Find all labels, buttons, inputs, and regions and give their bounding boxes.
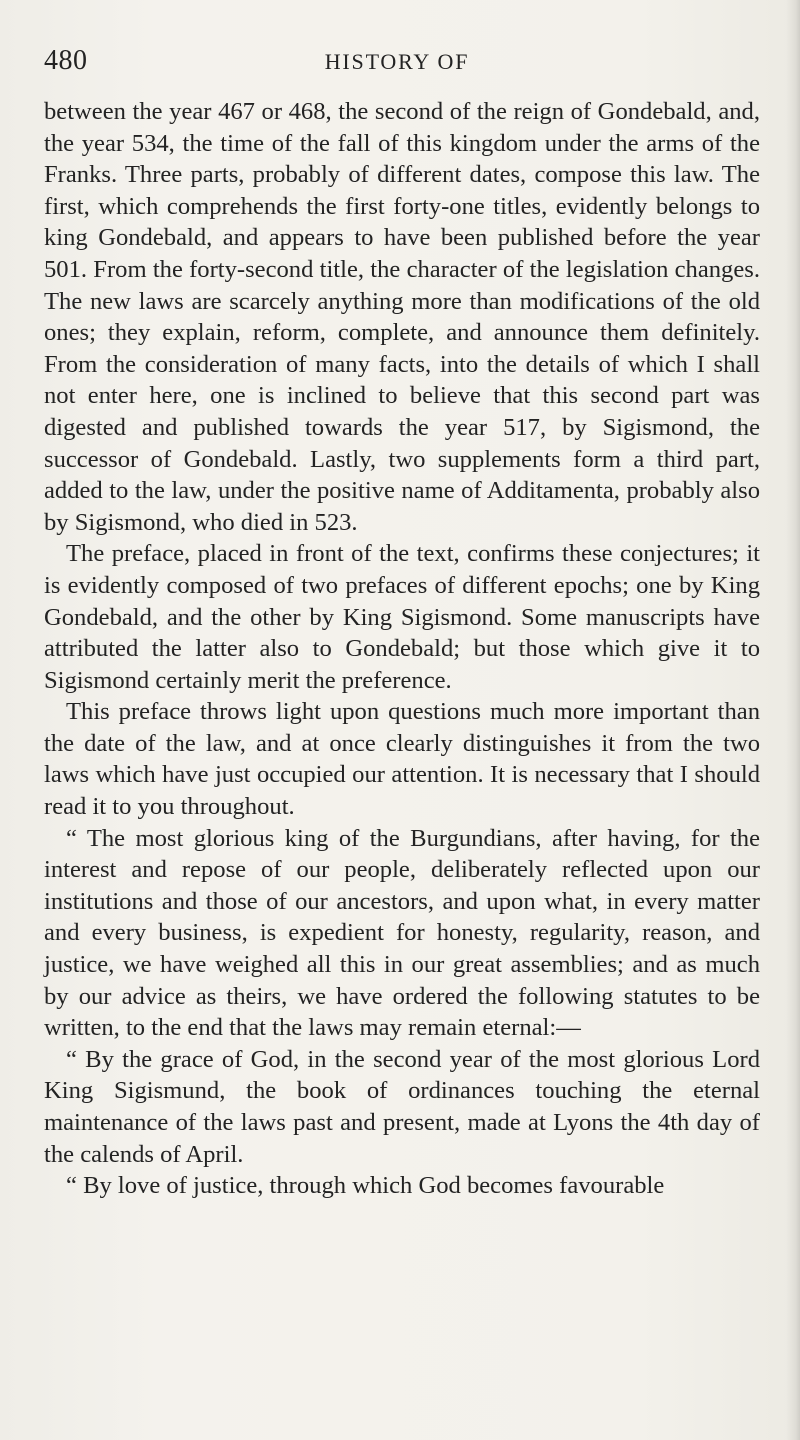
running-head-title: HISTORY OF xyxy=(324,49,470,74)
quotation-sigismund: “ By the grace of God, in the second year of the most glorious Lord King Sigismund, the book of ordinances touching the eternal maintenance of the laws past and present, made at Lyons the 4th day of the calends of April. xyxy=(44,1045,760,1168)
quotation-justice: “ By love of justice, through which God becomes favourable xyxy=(66,1172,665,1200)
running-head xyxy=(44,46,750,76)
paragraph-preface: The preface, placed in front of the text, confirms these conjectures; it is evidently composed of two prefaces of different epochs; one by King Gondebald, and the other by King Sigismond. Some manuscripts have attributed the latter also to Gondebald; but those which give it to Sigismond certainly merit the preference. xyxy=(44,540,760,694)
page-edge-shadow xyxy=(786,0,800,1440)
paragraph-continuation: between the year 467 or 468, the second of the reign of Gondebald, and, the year 534, the time of the fall of this kingdom under the arms of the Franks. Three parts, probably of different dates, compose this law. The first, which comprehends the first forty-one titles, evidently belongs to king Gondebald, and appears to have been published before the year 501. From the forty-second title, the character of the legislation changes. The new laws are scarcely anything more than modifications of the old ones; they explain, reform, complete, and announce them definitely. From the consideration of many facts, into the details of which I shall not enter here, one is inclined to believe that this second part was digested and published towards the year 517, by Sigismond, the successor of Gondebald. Lastly, two supplements form a third part, added to the law, under the positive name of Additamenta, probably also by Sigismond, who died in 523. xyxy=(44,98,760,536)
body-text xyxy=(44,96,760,1202)
page-number: 480 xyxy=(44,45,88,76)
paragraph-preface-light: This preface throws light upon questions much more important than the date of the law, and at once clearly distinguishes it from the two laws which have just occupied our attention. It is necessary that I should read it to you throughout. xyxy=(44,698,760,821)
quotation-king: “ The most glorious king of the Burgundians, after having, for the interest and repose of our people, deliberately reflected upon our institutions and those of our ancestors, and upon what, in every matter and every business, is expedient for honesty, regularity, reason, and justice, we have weighed all this in our great assemblies; and as much by our advice as theirs, we have ordered the following statutes to be written, to the end that the laws may remain eternal:— xyxy=(44,824,760,1042)
